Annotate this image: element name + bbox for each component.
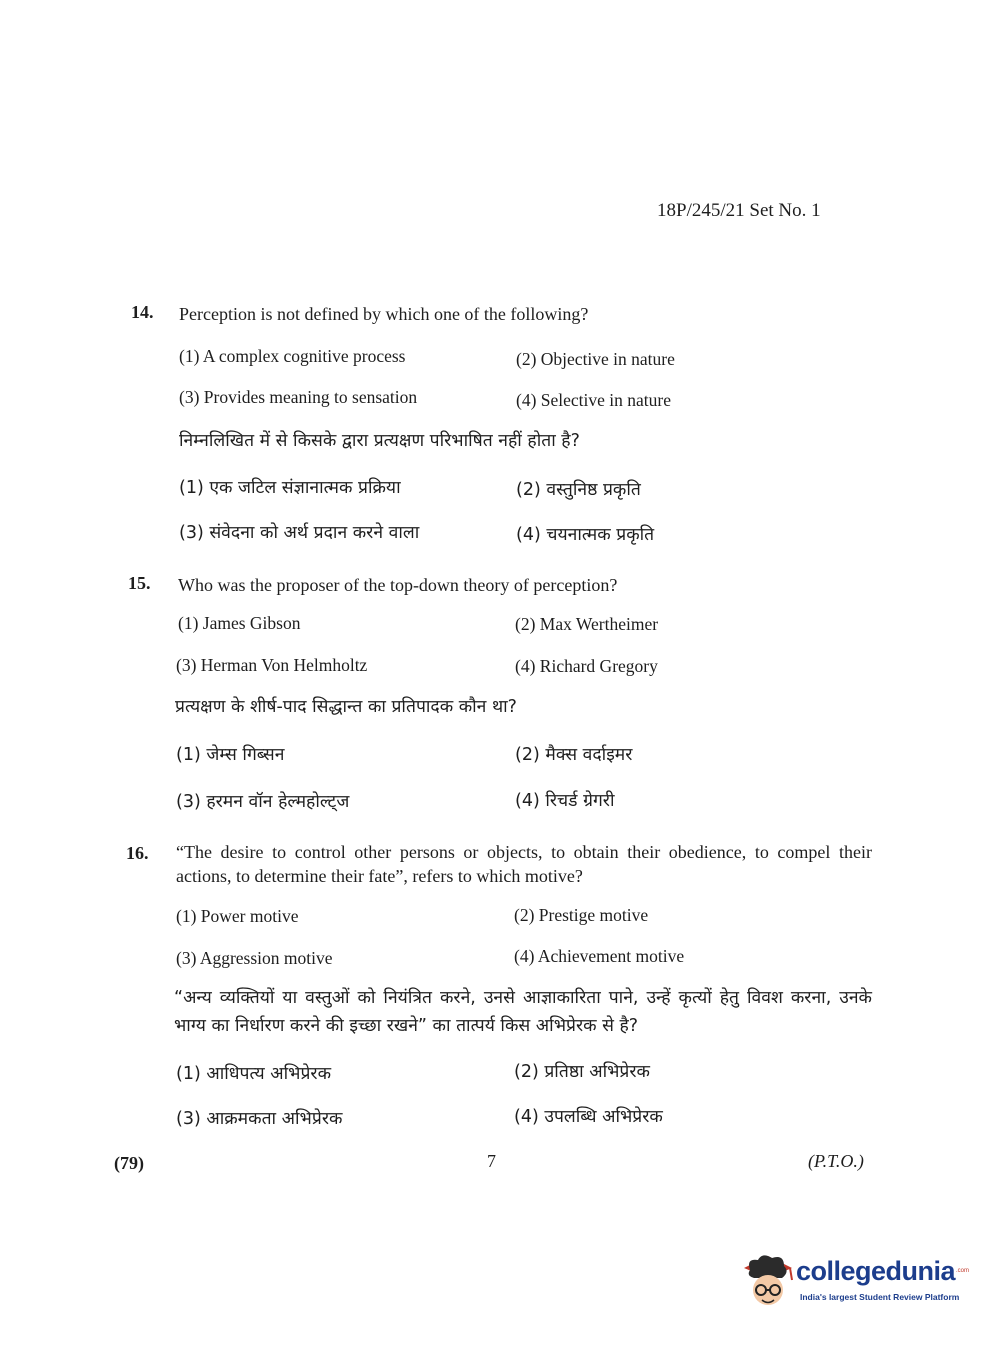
option-hi: (3) हरमन वॉन हेल्महोल्ट्ज	[176, 792, 350, 812]
paper-code: 18P/245/21 Set No. 1	[657, 200, 821, 221]
option-hi: (3) आक्रमकता अभिप्रेरक	[176, 1109, 343, 1129]
option-en: (1) James Gibson	[178, 613, 301, 633]
option-en: (3) Aggression motive	[176, 948, 333, 968]
option-hi: (3) संवेदना को अर्थ प्रदान करने वाला	[179, 523, 420, 543]
brand-suffix: .com	[956, 1268, 970, 1274]
collegedunia-watermark	[740, 1248, 972, 1318]
brand-name: collegedunia	[796, 1256, 956, 1286]
option-en: (3) Herman Von Helmholtz	[176, 655, 368, 675]
question-number: 16.	[126, 843, 149, 863]
option-hi: (4) चयनात्मक प्रकृति	[516, 525, 655, 545]
option-en: (4) Selective in nature	[516, 390, 672, 410]
footer-code: (79)	[114, 1153, 144, 1173]
option-en: (2) Prestige motive	[514, 905, 649, 925]
option-en: (3) Provides meaning to sensation	[179, 387, 418, 407]
brand-tagline: India's largest Student Review Platform	[800, 1292, 960, 1302]
question-number: 14.	[131, 302, 154, 322]
question-text-en: Perception is not defined by which one of the following?	[179, 304, 589, 324]
page-number: 7	[487, 1151, 496, 1171]
question-number: 15.	[128, 573, 151, 593]
option-hi: (2) प्रतिष्ठा अभिप्रेरक	[514, 1062, 650, 1082]
option-hi: (1) आधिपत्य अभिप्रेरक	[176, 1064, 332, 1084]
question-text-hi: “अन्य व्यक्तियों या वस्तुओं को नियंत्रित करने, उनसे आज्ञाकारिता पाने, उन्हें कृत्यों हेतु विवश करना, उनके भाग्य का निर्धारण करने की इच्छा रखने” का तात्पर्य किस अभिप्रेरक से है?	[174, 988, 872, 1036]
option-hi: (2) मैक्स वर्दाइमर	[515, 745, 633, 765]
pto-label: (P.T.O.)	[808, 1151, 864, 1171]
option-hi: (1) जेम्स गिब्सन	[176, 745, 285, 765]
question-text-en: “The desire to control other persons or objects, to obtain their obedience, to compel their actions, to determine their fate”, refers to which motive?	[176, 842, 872, 886]
question-text-en: Who was the proposer of the top-down theory of perception?	[178, 575, 618, 595]
question-text-hi: प्रत्यक्षण के शीर्ष-पाद सिद्धान्त का प्रतिपादक कौन था?	[175, 697, 517, 717]
option-hi: (1) एक जटिल संज्ञानात्मक प्रक्रिया	[179, 478, 401, 498]
option-hi: (2) वस्तुनिष्ठ प्रकृति	[516, 480, 641, 500]
option-en: (2) Objective in nature	[516, 349, 675, 369]
option-en: (2) Max Wertheimer	[515, 614, 659, 634]
question-text-hi: निम्नलिखित में से किसके द्वारा प्रत्यक्षण परिभाषित नहीं होता है?	[179, 431, 580, 451]
option-en: (1) Power motive	[176, 906, 299, 926]
option-en: (4) Achievement motive	[514, 946, 685, 966]
option-en: (1) A complex cognitive process	[179, 346, 406, 366]
option-hi: (4) उपलब्धि अभिप्रेरक	[514, 1107, 663, 1127]
option-en: (4) Richard Gregory	[515, 656, 658, 676]
mascot-icon	[740, 1250, 796, 1314]
option-hi: (4) रिचर्ड ग्रेगरी	[515, 791, 615, 811]
